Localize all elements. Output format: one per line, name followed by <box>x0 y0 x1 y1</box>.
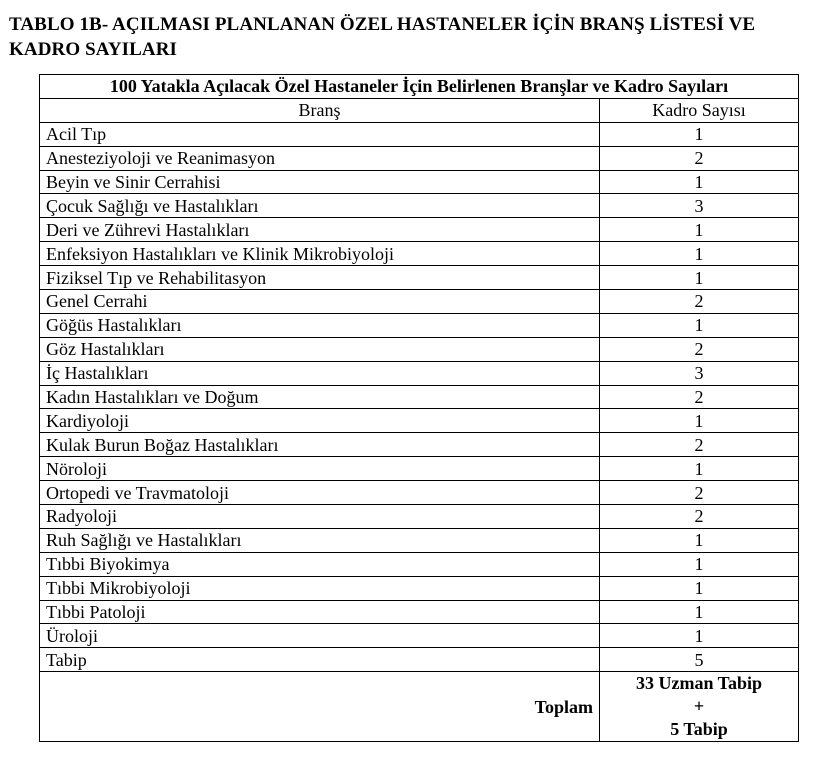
kadro-count-cell: 2 <box>600 433 799 457</box>
brans-cell: Kulak Burun Boğaz Hastalıkları <box>40 433 600 457</box>
kadro-count-cell: 1 <box>600 552 799 576</box>
total-value-line: + <box>693 696 705 717</box>
table-row <box>40 552 799 576</box>
brans-cell: Tıbbi Patoloji <box>40 600 600 624</box>
brans-cell: Ruh Sağlığı ve Hastalıkları <box>40 528 600 552</box>
table-row <box>40 266 799 290</box>
total-row <box>40 672 799 742</box>
brans-cell: Üroloji <box>40 624 600 648</box>
table-row <box>40 170 799 194</box>
table-row <box>40 600 799 624</box>
kadro-count-cell: 1 <box>600 528 799 552</box>
table-row <box>40 409 799 433</box>
brans-cell: Tıbbi Mikrobiyoloji <box>40 576 600 600</box>
kadro-count-cell: 2 <box>600 146 799 170</box>
kadro-count-cell: 1 <box>600 600 799 624</box>
brans-cell: Anesteziyoloji ve Reanimasyon <box>40 146 600 170</box>
brans-cell: Beyin ve Sinir Cerrahisi <box>40 170 600 194</box>
brans-cell: Deri ve Zührevi Hastalıkları <box>40 218 600 242</box>
kadro-count-cell: 2 <box>600 337 799 361</box>
table-header-row <box>40 98 799 122</box>
brans-cell: Acil Tıp <box>40 122 600 146</box>
kadro-count-cell: 1 <box>600 576 799 600</box>
kadro-count-cell: 5 <box>600 648 799 672</box>
brans-cell: Kardiyoloji <box>40 409 600 433</box>
brans-cell: Tabip <box>40 648 600 672</box>
kadro-count-cell: 2 <box>600 290 799 314</box>
table-row <box>40 481 799 505</box>
table-row <box>40 457 799 481</box>
table-row <box>40 576 799 600</box>
column-header-brans: Branş <box>40 98 600 122</box>
kadro-count-cell: 1 <box>600 313 799 337</box>
kadro-count-cell: 1 <box>600 122 799 146</box>
brans-cell: Çocuk Sağlığı ve Hastalıkları <box>40 194 600 218</box>
table-row <box>40 528 799 552</box>
brans-cell: Genel Cerrahi <box>40 290 600 314</box>
table-caption-row <box>40 75 799 99</box>
table-row <box>40 313 799 337</box>
table-row <box>40 648 799 672</box>
brans-cell: Enfeksiyon Hastalıkları ve Klinik Mikrobiyoloji <box>40 242 600 266</box>
table-row <box>40 385 799 409</box>
kadro-count-cell: 1 <box>600 242 799 266</box>
kadro-count-cell: 3 <box>600 361 799 385</box>
table-row <box>40 194 799 218</box>
staffing-table <box>39 74 799 742</box>
kadro-count-cell: 1 <box>600 170 799 194</box>
kadro-count-cell: 2 <box>600 505 799 529</box>
kadro-count-cell: 1 <box>600 218 799 242</box>
total-value-line: 33 Uzman Tabip <box>635 673 763 694</box>
table-row <box>40 337 799 361</box>
kadro-count-cell: 1 <box>600 457 799 481</box>
table-row <box>40 242 799 266</box>
brans-cell: İç Hastalıkları <box>40 361 600 385</box>
brans-cell: Göz Hastalıkları <box>40 337 600 361</box>
kadro-count-cell: 2 <box>600 385 799 409</box>
table-row <box>40 624 799 648</box>
total-label: Toplam <box>40 672 600 742</box>
table-row <box>40 146 799 170</box>
kadro-count-cell: 1 <box>600 266 799 290</box>
table-row <box>40 218 799 242</box>
table-row <box>40 361 799 385</box>
document-title: TABLO 1B- AÇILMASI PLANLANAN ÖZEL HASTANELER İÇİN BRANŞ LİSTESİ VE KADRO SAYILARI <box>9 14 756 60</box>
table-row <box>40 290 799 314</box>
total-value-line: 5 Tabip <box>670 719 728 740</box>
brans-cell: Göğüs Hastalıkları <box>40 313 600 337</box>
kadro-count-cell: 3 <box>600 194 799 218</box>
table-caption: 100 Yatakla Açılacak Özel Hastaneler İçin Belirlenen Branşlar ve Kadro Sayıları <box>40 75 799 99</box>
brans-cell: Kadın Hastalıkları ve Doğum <box>40 385 600 409</box>
table-row <box>40 505 799 529</box>
brans-cell: Ortopedi ve Travmatoloji <box>40 481 600 505</box>
kadro-count-cell: 1 <box>600 409 799 433</box>
total-value <box>600 672 799 742</box>
column-header-kadro: Kadro Sayısı <box>600 98 799 122</box>
kadro-count-cell: 2 <box>600 481 799 505</box>
brans-cell: Radyoloji <box>40 505 600 529</box>
brans-cell: Fiziksel Tıp ve Rehabilitasyon <box>40 266 600 290</box>
table-row <box>40 122 799 146</box>
brans-cell: Tıbbi Biyokimya <box>40 552 600 576</box>
kadro-count-cell: 1 <box>600 624 799 648</box>
brans-cell: Nöroloji <box>40 457 600 481</box>
table-row <box>40 433 799 457</box>
